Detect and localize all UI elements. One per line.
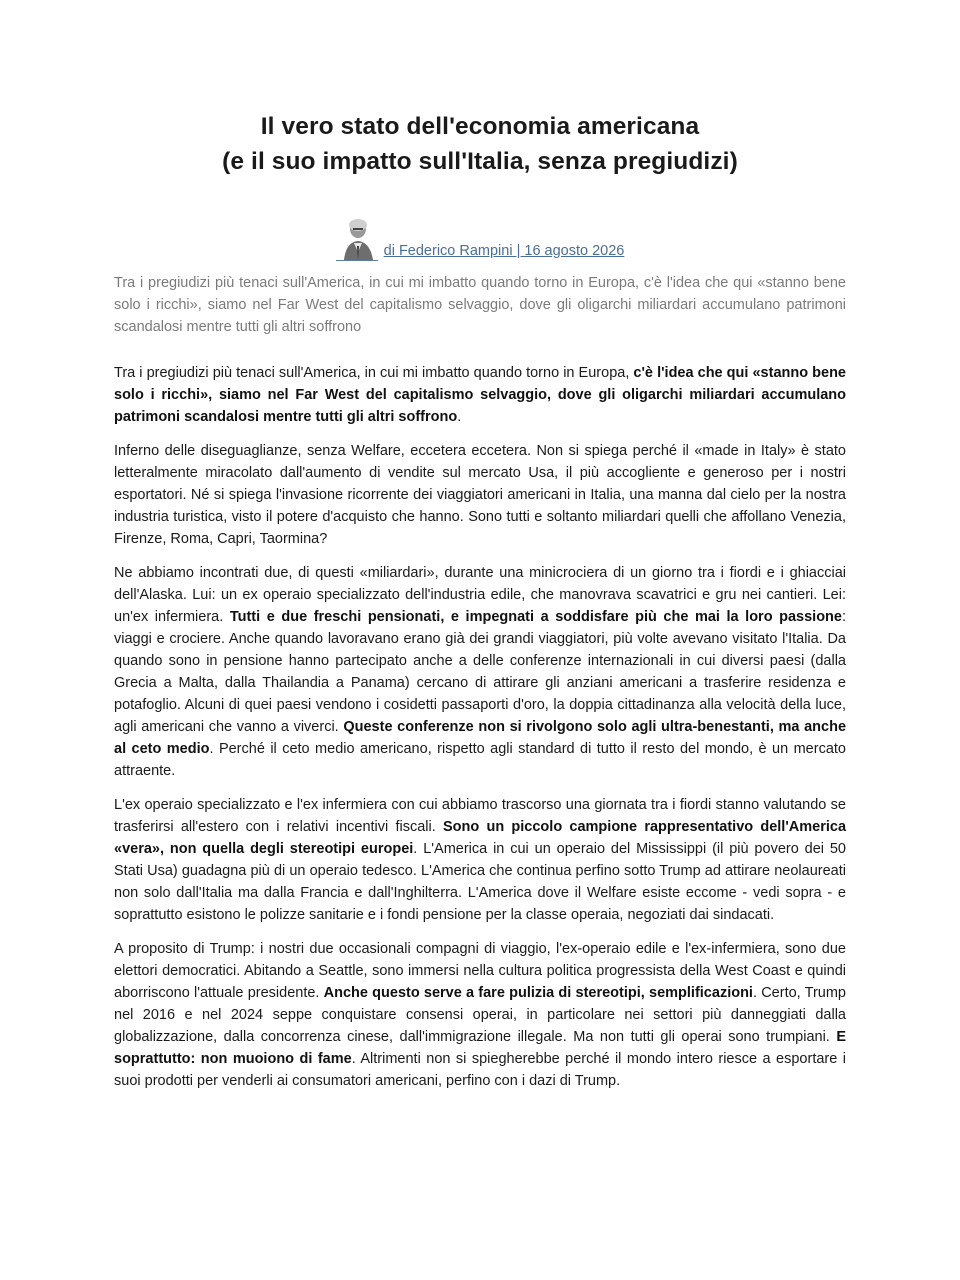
byline xyxy=(114,216,846,264)
paragraph-3-bold-b: Queste conferenze non si rivolgono solo agli ultra-benestanti, ma anche al ceto medio xyxy=(114,719,847,757)
article-body xyxy=(114,362,846,1092)
paragraph-4-text-b: . L'America in cui un operaio del Mississippi (il più povero dei 50 Stati Usa) guadagna più di un operaio tedesco. L'America che continua perfino sotto Trump ad attirare neolaureati non solo dall'Italia ma dalla Francia e dall'Inghilterra. L'America dove il Welfare esiste eccome - vedi sopra - e soprattutto esistono le polizze sanitarie e i fondi pensione per la classe operaia, negoziati dai sindacati. xyxy=(114,841,846,923)
paragraph-5-text-a: A proposito di Trump: i nostri due occasionali compagni di viaggio, l'ex-operaio edile e l'ex-infermiera, sono due elettori democratici. Abitando a Seattle, sono immersi nella cultura politica progressista della West Coast e quindi aborriscono l'attuale presidente. xyxy=(114,941,846,1001)
paragraph-1-bold: c'è l'idea che qui «stanno bene solo i ricchi», siamo nel Far West del capitalismo selvaggio, dove gli oligarchi miliardari accumulano patrimoni scandalosi mentre tutti gli altri soffrono xyxy=(114,365,846,425)
paragraph-1 xyxy=(114,362,846,428)
paragraph-1-end: . xyxy=(457,409,462,425)
paragraph-4-bold: Sono un piccolo campione rappresentativo dell'America «vera», non quella degli stereotipi europei xyxy=(114,819,847,857)
title-line-2: (e il suo impatto sull'Italia, senza pregiudizi) xyxy=(222,148,738,175)
paragraph-2: Inferno delle diseguaglianze, senza Welfare, eccetera eccetera. Non si spiega perché il «made in Italy» è stato letteralmente miracolato dall'aumento di vendite sul mercato Usa, il più accogliente e generoso per i nostri esportatori. Né si spiega l'invasione ricorrente dei viaggiatori americani in Italia, una manna dal cielo per la nostra industria turistica, visto il potere d'acquisto che hanno. Sono tutti e soltanto miliardari quelli che affollano Venezia, Firenze, Roma, Capri, Taormina? xyxy=(114,443,846,547)
author-portrait-icon[interactable] xyxy=(336,216,378,261)
paragraph-3-text-b: : viaggi e crociere. Anche quando lavoravano erano già dei grandi viaggiatori, più volte avevano visitato l'Italia. Da quando sono in pensione hanno partecipato anche a delle conferenze internazionali in cui diversi paesi (dalla Grecia a Malta, dalla Thailandia a Panama) cercano di attirare gli anziani americani a trasferire residenza e potafoglio. Alcuni di quei paesi vendono i cosidetti passaporti d'oro, la doppia cittadinanza alla velocità della luce, agli americani che vanno a viverci. xyxy=(114,609,847,735)
paragraph-3 xyxy=(114,562,846,782)
paragraph-4 xyxy=(114,794,846,926)
paragraph-3-text-c: . Perché il ceto medio americano, rispetto agli standard di tutto il resto del mondo, è un mercato attraente. xyxy=(114,741,846,779)
paragraph-5-text-b: . Certo, Trump nel 2016 e nel 2024 seppe conquistare consensi operai, in particolare nei settori più danneggiati dalla globalizzazione, dalla concorrenza cinese, dall'immigrazione illegale. Ma non tutti gli operai sono trumpiani. xyxy=(114,985,846,1045)
paragraph-5-text-c: . Altrimenti non si spiegherebbe perché il mondo intero riesce a esportare i suoi prodotti per venderli ai consumatori americani, perfino con i dazi di Trump. xyxy=(114,1051,846,1089)
article-title xyxy=(114,109,846,179)
paragraph-5-bold-b: E soprattutto: non muoiono di fame xyxy=(114,1029,846,1067)
paragraph-5-bold-a: Anche questo serve a fare pulizia di stereotipi, semplificazioni xyxy=(323,985,753,1001)
article-summary: Tra i pregiudizi più tenaci sull'America, in cui mi imbatto quando torno in Europa, c'è l'idea che qui «stanno bene solo i ricchi», siamo nel Far West del capitalismo selvaggio, dove gli oligarchi miliardari accumulano patrimoni scandalosi mentre tutti gli altri soffrono xyxy=(114,275,846,335)
paragraph-5 xyxy=(114,938,846,1092)
paragraph-1-text: Tra i pregiudizi più tenaci sull'America, in cui mi imbatto quando torno in Europa, xyxy=(114,365,634,381)
title-line-1: Il vero stato dell'economia americana xyxy=(260,113,700,140)
author-byline-link[interactable]: di Federico Rampini | 16 agosto 2026 xyxy=(383,243,625,259)
paragraph-4-text-a: L'ex operaio specializzato e l'ex infermiera con cui abbiamo trascorso una giornata tra i fiordi stanno valutando se trasferirsi all'estero con i relativi incentivi fiscali. xyxy=(114,797,846,835)
paragraph-3-text-a: Ne abbiamo incontrati due, di questi «miliardari», durante una minicrociera di un giorno tra i fiordi e i ghiacciai dell'Alaska. Lui: un ex operaio specializzato dell'industria edile, che manovrava scavatrici e gru nei cantieri. Lei: un'ex infermiera. xyxy=(114,565,846,625)
article xyxy=(114,0,846,1092)
paragraph-3-bold-a: Tutti e due freschi pensionati, e impegnati a soddisfare più che mai la loro passione xyxy=(229,609,842,625)
